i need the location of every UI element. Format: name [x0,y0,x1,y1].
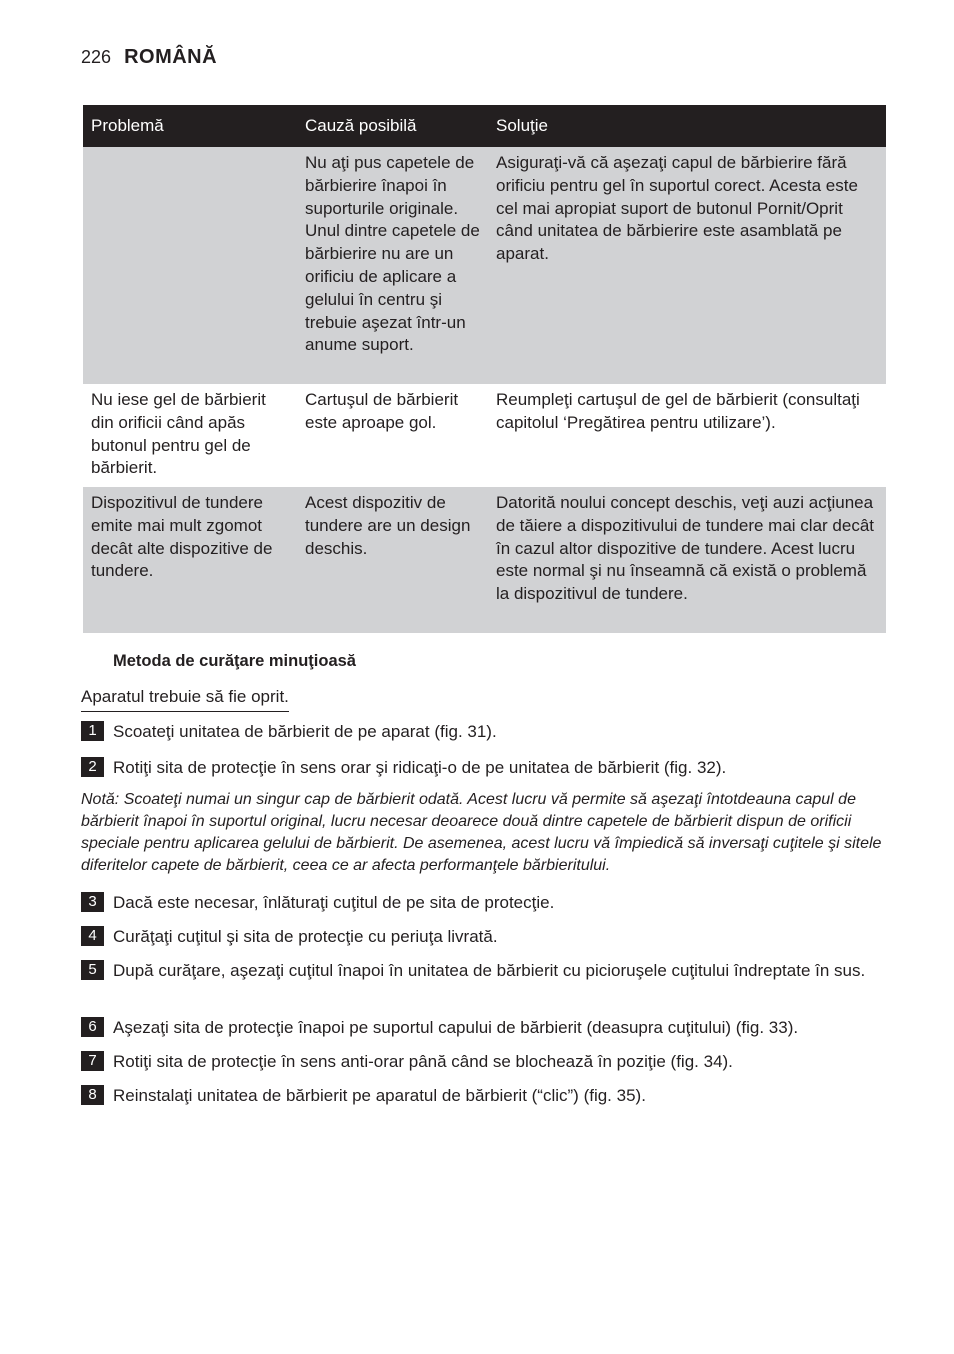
cell-cause: Cartuşul de bărbierit este aproape gol. [305,390,459,432]
step-number: 6 [81,1017,104,1037]
table-row [83,384,886,487]
step-number: 3 [81,892,104,912]
step-number: 8 [81,1085,104,1105]
table-row [83,487,886,633]
step-text: Rotiţi sita de protecţie în sens orar şi ridicaţi-o de pe unitatea de bărbierit (fig. 32). [113,758,727,777]
table-header-row [83,105,886,147]
step-text: Scoateţi unitatea de bărbierit de pe aparat (fig. 31). [113,722,497,741]
page-header [81,46,217,69]
step-text: Dacă este necesar, înlăturaţi cuţitul de pe sita de protecţie. [113,893,555,912]
step-number: 4 [81,926,104,946]
prerequisite-text: Aparatul trebuie să fie oprit. [81,687,289,712]
step-number: 7 [81,1051,104,1071]
note-text: Notă: Scoateţi numai un singur cap de bărbierit odată. Acest lucru vă permite să aşezaţi întotdeauna capul de bărbierit înapoi în suportul original, lucru necesar deoarece două dintre capetele de bărbierit dispun de orificii speciale pentru aplicarea gelului de bărbierit. De asemenea, acest lucru vă împiedică să inversaţi cuţitele şi sitele diferitelor capete de bărbierit, ceea ce ar afecta performanţele bărbieritului. [81,791,882,874]
page-number: 226 [81,47,112,67]
step-item [81,1084,886,1107]
step-number: 5 [81,960,104,980]
step-item [81,925,886,948]
step-number: 2 [81,757,104,777]
column-header-problem: Problemă [83,105,297,147]
step-item [81,720,886,743]
column-header-cause: Cauză posibilă [297,105,488,147]
step-number: 1 [81,721,104,741]
cell-solution: Reumpleţi cartuşul de gel de bărbierit (consultaţi capitolul ‘Pregătirea pentru utilizare’). [496,390,860,432]
cell-cause: Acest dispozitiv de tundere are un design deschis. [297,487,488,633]
cell-solution: Datorită noului concept deschis, veţi auzi acţiunea de tăiere a dispozitivului de tundere mai clar decât în cazul altor dispozitive de tundere. Acest lucru este normal şi nu înseamnă că există o problemă la dispozitivul de tundere. [488,487,886,633]
step-text: Aşezaţi sita de protecţie înapoi pe suportul capului de bărbierit (deasupra cuţitului) (fig. 33). [113,1018,799,1037]
step-item [81,959,886,982]
cell-solution: Asiguraţi-vă că aşezaţi capul de bărbierire fără orificiu pentru gel în suportul corect. Acesta este cel mai apropiat suport de butonul Pornit/Oprit când unitatea de bărbierire este asamblată pe aparat. [488,147,886,384]
language-title: ROMÂNĂ [124,46,218,68]
cell-cause: Nu aţi pus capetele de bărbierire înapoi în suporturile originale. Unul dintre capetele de bărbierire nu are un orificiu de aplicare a gelului în centru şi trebuie aşezat într-un anume suport. [297,147,488,384]
step-text: După curăţare, aşezaţi cuţitul înapoi în unitatea de bărbierit cu picioruşele cuţitului îndreptate în sus. [113,961,866,980]
step-text: Reinstalaţi unitatea de bărbierit pe aparatul de bărbierit (“clic”) (fig. 35). [113,1086,646,1105]
cell-problem: Dispozitivul de tundere emite mai mult zgomot decât alte dispozitive de tundere. [83,487,297,633]
section-title: Metoda de curăţare minuţioasă [113,652,356,670]
step-item [81,1050,886,1073]
step-item [81,1016,886,1039]
step-item [81,756,886,779]
cell-problem: Nu iese gel de bărbierit din orificii când apăs butonul pentru gel de bărbierit. [91,390,266,478]
step-text: Curăţaţi cuţitul şi sita de protecţie cu periuţa livrată. [113,927,498,946]
column-header-solution: Soluţie [488,105,886,147]
step-item [81,891,886,914]
table-row [83,147,886,384]
step-text: Rotiţi sita de protecţie în sens anti-orar până când se blochează în poziţie (fig. 34). [113,1052,733,1071]
troubleshooting-table [83,105,886,633]
cell-problem [83,147,297,384]
